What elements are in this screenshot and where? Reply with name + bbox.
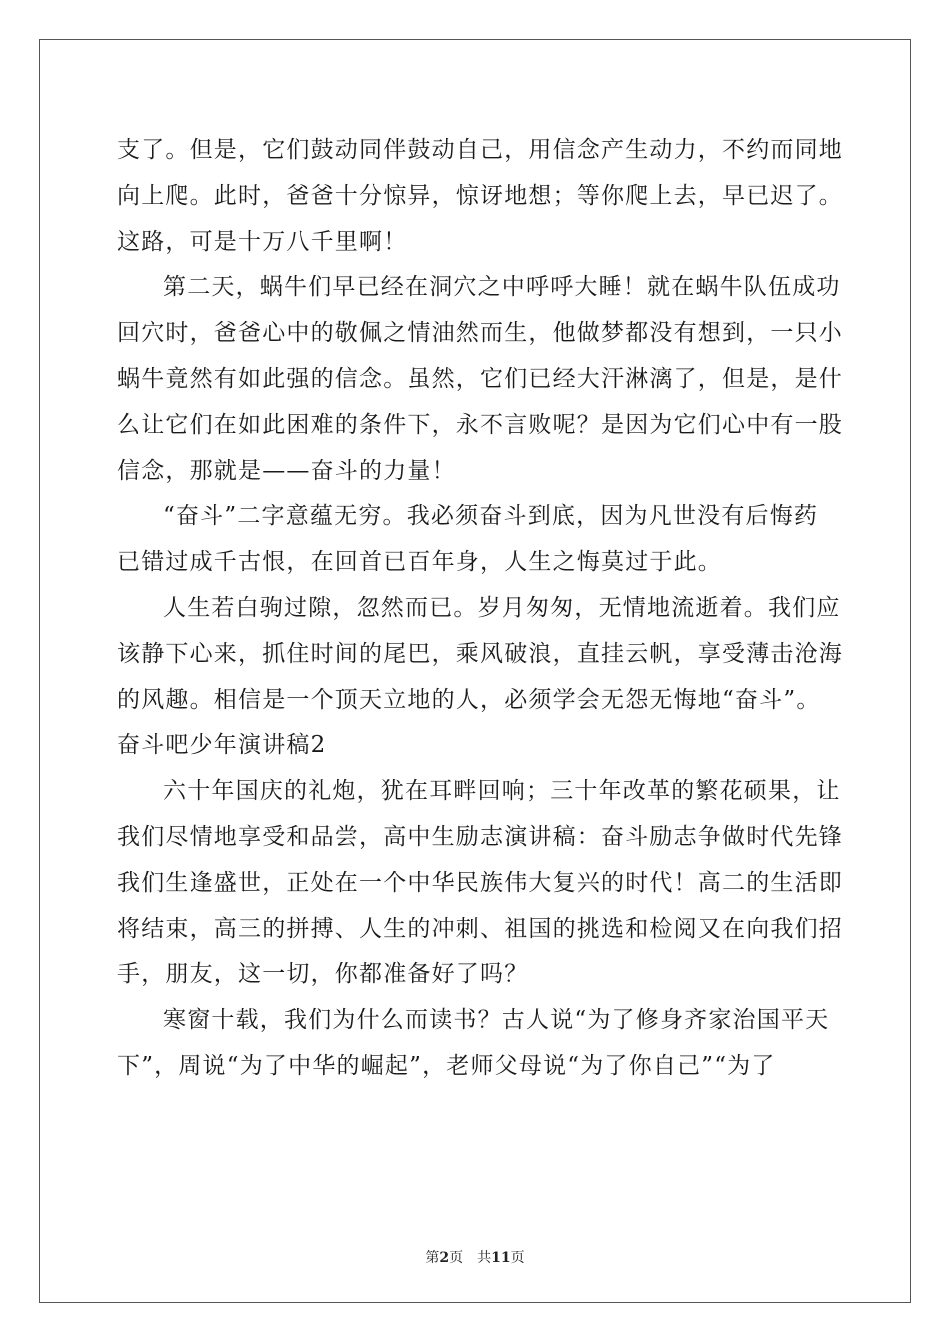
page-current: 2 <box>439 1250 450 1266</box>
text-line: 这路，可是十万八千里啊！ <box>117 228 408 255</box>
text-line: 将结束，高三的拼搏、人生的冲刺、祖国的挑选和检阅又在向我们招 <box>117 915 843 942</box>
paragraph-start: 寒窗十载，我们为什么而读书？古人说“为了修身齐家治国平天 <box>163 1007 830 1034</box>
text-line: 信念，那就是——奋斗的力量！ <box>117 457 456 484</box>
paragraph-start: “奋斗”二字意蕴无穷。我必须奋斗到底，因为凡世没有后悔药 <box>163 503 819 530</box>
paragraph-start: 六十年国庆的礼炮，犹在耳畔回响；三十年改革的繁花硕果，让 <box>163 778 841 805</box>
document-body <box>117 128 843 1090</box>
paragraph-start: 第二天，蜗牛们早已经在洞穴之中呼呼大睡！就在蜗牛队伍成功 <box>163 274 841 301</box>
text-line: 我们尽情地享受和品尝，高中生励志演讲稿：奋斗励志争做时代先锋 <box>117 823 843 850</box>
total-prefix: 共 <box>477 1250 492 1266</box>
page-footer <box>0 1247 950 1267</box>
page-total: 11 <box>491 1250 511 1266</box>
text-line: 的风趣。相信是一个顶天立地的人，必须学会无怨无悔地“奋斗”。 <box>117 686 821 713</box>
text-line: 回穴时，爸爸心中的敬佩之情油然而生，他做梦都没有想到，一只小 <box>117 320 843 347</box>
text-line: 该静下心来，抓住时间的尾巴，乘风破浪，直挂云帆，享受薄击沧海 <box>117 640 843 667</box>
section-title: 奋斗吧少年演讲稿2 <box>117 732 327 759</box>
text-line: 我们生逢盛世，正处在一个中华民族伟大复兴的时代！高二的生活即 <box>117 869 843 896</box>
page-suffix: 页 <box>449 1250 464 1266</box>
text-line: 么让它们在如此困难的条件下，永不言败呢？是因为它们心中有一股 <box>117 411 843 438</box>
text-line: 手，朋友，这一切，你都准备好了吗？ <box>117 961 529 988</box>
paragraph-start: 人生若白驹过隙，忽然而已。岁月匆匆，无情地流逝着。我们应 <box>163 594 841 621</box>
text-line: 向上爬。此时，爸爸十分惊异，惊讶地想；等你爬上去，早已迟了。 <box>117 182 843 209</box>
text-line: 已错过成千古恨，在回首已百年身，人生之悔莫过于此。 <box>117 549 722 576</box>
total-suffix: 页 <box>510 1250 525 1266</box>
text-line: 蜗牛竟然有如此强的信念。虽然，它们已经大汗淋漓了，但是，是什 <box>117 365 843 392</box>
text-line: 下”，周说“为了中华的崛起”，老师父母说“为了你自己”“为了 <box>117 1052 776 1079</box>
page-prefix: 第 <box>425 1250 440 1266</box>
text-line: 支了。但是，它们鼓动同伴鼓动自己，用信念产生动力，不约而同地 <box>117 137 843 163</box>
